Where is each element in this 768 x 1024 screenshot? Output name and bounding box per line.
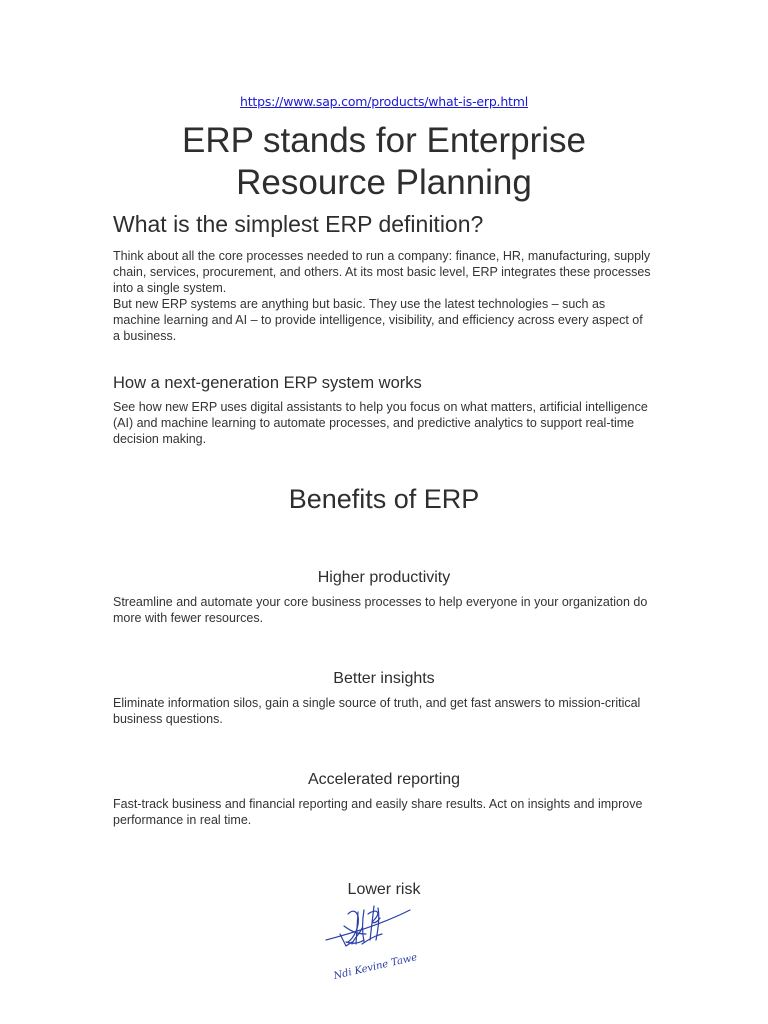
benefit-text-reporting (113, 796, 653, 828)
page-title (0, 120, 768, 204)
benefit-text-productivity (113, 594, 653, 626)
benefits-heading: Benefits of ERP (288, 484, 480, 514)
benefit-text-insights (113, 695, 653, 727)
benefit-paragraph: Streamline and automate your core business processes to help everyone in your organization do more with fewer resources. (113, 595, 648, 625)
source-url-link[interactable]: https://www.sap.com/products/what-is-erp.html (239, 94, 528, 109)
benefit-title-productivity: Higher productivity (317, 569, 451, 586)
benefit-title-insights: Better insights (333, 670, 435, 687)
next-gen-heading: How a next-generation ERP system works (113, 374, 422, 392)
page-title-line1: ERP stands for Enterprise (182, 121, 586, 160)
definition-text (113, 248, 653, 344)
definition-paragraph-1: Think about all the core processes needed to run a company: finance, HR, manufacturing, supply chain, services, procurement, and others. At its most basic level, ERP integrates these processes into a single system. (113, 249, 651, 295)
handwritten-signature (318, 904, 428, 990)
signature-name: Ndi Kevine Tawe (332, 952, 419, 982)
page-title-line2: Resource Planning (236, 163, 532, 202)
benefit-title-risk: Lower risk (347, 881, 421, 898)
next-gen-paragraph: See how new ERP uses digital assistants to help you focus on what matters, artificial intelligence (AI) and machine learning to automate processes, and predictive analytics to support real-time decision making. (113, 400, 648, 446)
benefit-paragraph: Eliminate information silos, gain a single source of truth, and get fast answers to mission-critical business questions. (113, 696, 641, 726)
next-gen-text (113, 399, 653, 447)
definition-heading: What is the simplest ERP definition? (113, 211, 484, 237)
benefit-paragraph: Fast-track business and financial reporting and easily share results. Act on insights and improve performance in real time. (113, 797, 643, 827)
definition-paragraph-2: But new ERP systems are anything but basic. They use the latest technologies – such as machine learning and AI – to provide intelligence, visibility, and efficiency across every aspect of a business. (113, 297, 643, 343)
benefit-title-reporting: Accelerated reporting (307, 771, 461, 788)
